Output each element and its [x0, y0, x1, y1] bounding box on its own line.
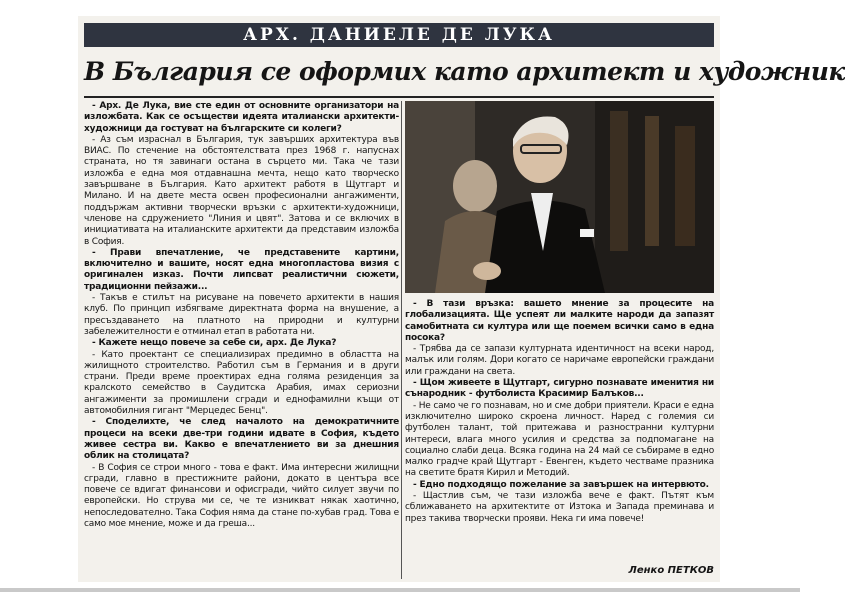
interview-answer: - Щастлив съм, че тази изложба вече е факт. Пътят към сближаването на архитектите от Изтока и Запада преминава и през такива творчески прояви. Нека ги има повече!	[405, 491, 714, 524]
interview-question: - Щом живеете в Щутгарт, сигурно познавате именития ни сънародник - футболиста Красимир Балъков...	[405, 378, 714, 400]
interview-question: - Арх. Де Лука, вие сте един от основните организатори на изложбата. Как се осъществи идеята италиански архитекти-художници да гостуват на българските си колеги?	[84, 101, 399, 134]
interview-answer: - В София се строи много - това е факт. Има интересни жилищни сгради, главно в престижните райони, докато в центъра все повече се вдигат финансови и офисгради, чийто силует звучи по европейски. Но струва ми се, че те изникват някак хаотично, непоследователно. Така София няма да стане по-хубав град. Това е само мое мнение, може и да греша...	[84, 462, 399, 529]
interview-question: - Кажете нещо повече за себе си, арх. Де Лука?	[92, 338, 337, 349]
interview-question: - В тази връзка: вашето мнение за процесите на глобализацията. Ще успеят ли малките народи да запазят самобитната си култура или ще поемем всички само в една посока?	[405, 299, 714, 343]
kicker-banner: АРХ. ДАНИЕЛЕ ДЕ ЛУКА	[84, 23, 714, 47]
column-divider	[401, 101, 402, 579]
headline-rule	[84, 96, 714, 98]
interview-photo	[405, 101, 714, 293]
article-column-left	[84, 101, 399, 579]
interview-answer: - Не само че го познавам, но и сме добри приятели. Краси е една изключително широко скроена личност. Наред с големия си футболен талант, той притежава и разностранни културни интереси, влага много усилия и средства за подпомагане на социално слаби деца. Всяка година на 24 май се събираме в едно малко градче край Щутгарт - Евенген, където честваме празника на светите братя Кирил и Методий.	[405, 400, 714, 479]
interview-answer: - Аз съм израснал в България, тук завърших архитектура във ВИАС. По стечение на обстоятелствата през 1968 г. напуснах страната, но тя завинаги остана в сърцето ми. Така че тази изложба е една моя отдавнашна мечта, нещо като творческо завършване в България. Като архитект работя в Щутгарт и Милано. И на двете места освен професионални ангажименти, поддържам активни творчески връзки с архитекти-художници, членове на сдружението "Линия и цвят". Затова и се включих в инициативата на италианските архитекти да представим изложба в София.	[84, 134, 399, 247]
interview-answer: - Трябва да се запази културната идентичност на всеки народ, малък или голям. Дори когато се наричаме европейски граждани или граждани на света.	[405, 344, 714, 377]
interview-question: - Споделихте, че след началото на демократичните процеси на всеки две-три години идвате в София, където живее сестра ви. Какво е впечатлението ви за днешния облик на столицата?	[84, 417, 399, 462]
interview-answer: - Такъв е стилът на рисуване на повечето архитекти в нашия клуб. По принцип избягваме директната форма на внушение, а пресъздаването на платното на природни и културни забележителности е отминал етап в работата ни.	[84, 293, 399, 337]
photo-illustration	[405, 101, 714, 293]
author-byline: Ленко ПЕТКОВ	[628, 565, 714, 576]
newspaper-clipping	[78, 16, 845, 582]
interview-answer: - Като проектант се специализирах предимно в областта на жилищното строителство. Работил съм в Германия и в други страни. Преди време проектирах една голяма резиденция за кралското семейство в Саудитска Арабия, имах сериозни ангажименти за промишлени сгради и еднофамилни къщи от автомобилния гигант "Мерцедес Бенц".	[84, 349, 399, 417]
headline: В България се оформих като архитект и художник	[84, 57, 845, 86]
interview-question: - Прави впечатление, че представените картини, включително и вашите, носят една многопластова визия с оригинален изказ. Почти липсват реалистични сюжети, традиционни пейзажи...	[84, 247, 399, 292]
article-column-right	[405, 299, 714, 561]
bottom-scan-edge	[0, 588, 800, 592]
interview-question: - Едно подходящо пожелание за завършек на интервюто.	[413, 479, 709, 490]
